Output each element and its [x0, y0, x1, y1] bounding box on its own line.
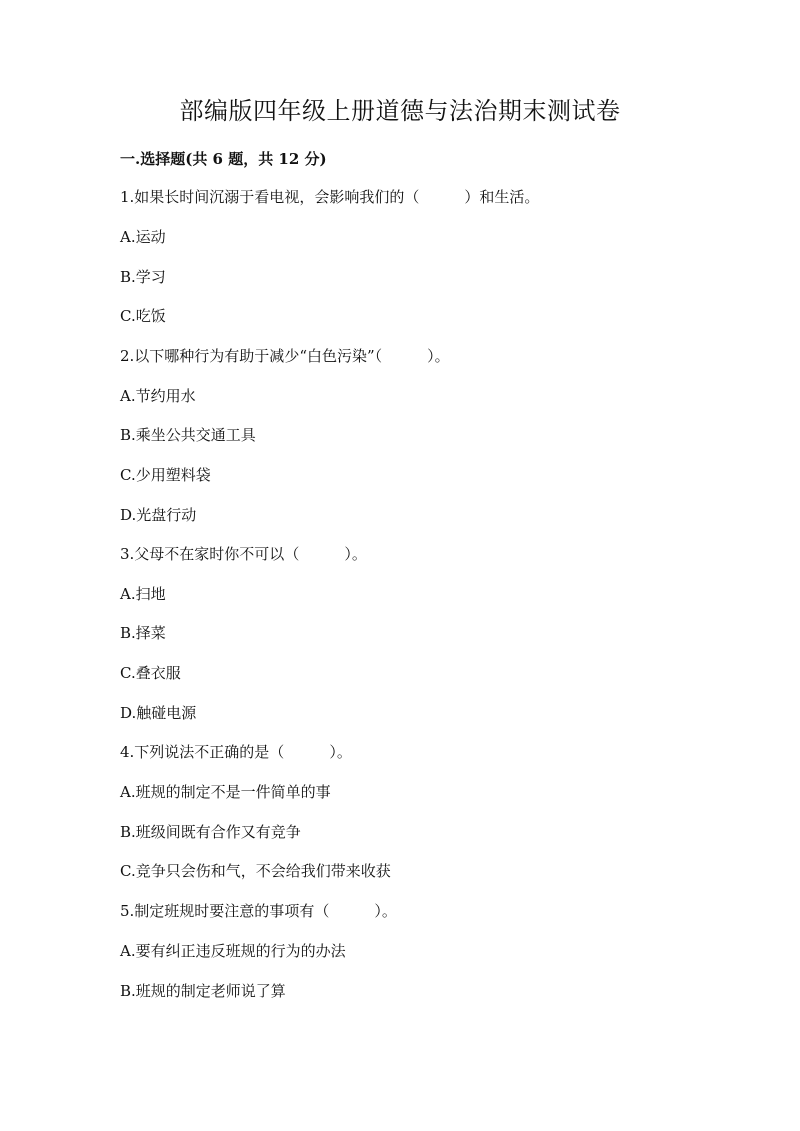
- question-3-option-c: C.叠衣服: [120, 664, 181, 682]
- section-heading: 一.选择题(共 6 题，共 12 分): [120, 150, 327, 168]
- question-2-option-b: B.乘坐公共交通工具: [120, 426, 256, 444]
- page-title: 部编版四年级上册道德与法治期末测试卷: [179, 97, 621, 125]
- question-3-option-d: D.触碰电源: [120, 704, 197, 722]
- question-4-option-b: B.班级间既有合作又有竞争: [120, 823, 301, 841]
- question-1-option-b: B.学习: [120, 268, 166, 286]
- question-2-option-a: A.节约用水: [120, 387, 196, 405]
- question-4-option-c: C.竞争只会伤和气，不会给我们带来收获: [120, 862, 391, 880]
- question-5-stem: 5.制定班规时要注意的事项有（ ）。: [120, 902, 397, 920]
- question-4-stem: 4.下列说法不正确的是（ ）。: [120, 743, 352, 761]
- question-2-option-c: C.少用塑料袋: [120, 466, 211, 484]
- question-5-option-b: B.班规的制定老师说了算: [120, 982, 286, 1000]
- question-2-option-d: D.光盘行动: [120, 506, 197, 524]
- question-1-stem: 1.如果长时间沉溺于看电视，会影响我们的（ ）和生活。: [120, 188, 540, 206]
- question-1-option-c: C.吃饭: [120, 307, 166, 325]
- question-3-option-b: B.择菜: [120, 624, 166, 642]
- question-4-option-a: A.班规的制定不是一件简单的事: [120, 783, 331, 801]
- question-1-option-a: A.运动: [120, 228, 166, 246]
- question-5-option-a: A.要有纠正违反班规的行为的办法: [120, 942, 346, 960]
- question-3-stem: 3.父母不在家时你不可以（ ）。: [120, 545, 367, 563]
- question-2-stem: 2.以下哪种行为有助于减少“白色污染”（ ）。: [120, 347, 450, 365]
- question-3-option-a: A.扫地: [120, 585, 166, 603]
